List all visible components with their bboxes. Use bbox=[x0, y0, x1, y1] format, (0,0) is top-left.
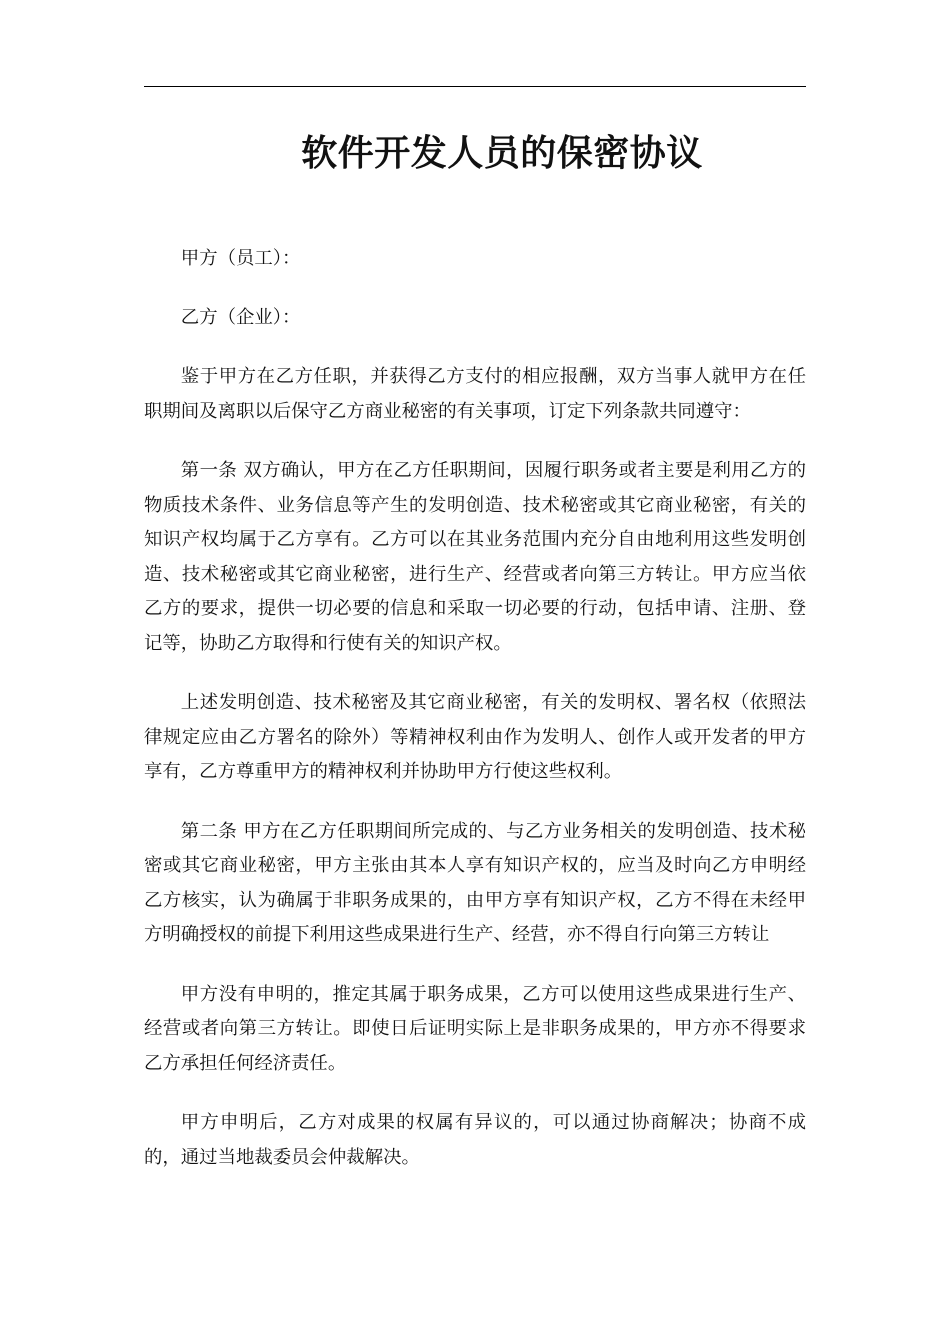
party-a-line: 甲方（员工）： bbox=[180, 248, 301, 269]
document-title: 软件开发人员的保密协议 bbox=[301, 133, 703, 174]
party-b-line: 乙方（企业）： bbox=[180, 306, 301, 328]
dispute-paragraph: 甲方申明后，乙方对成果的权属有异议的，可以通过协商解决；协商不成的，通过当地裁委员会仲裁解决。 bbox=[144, 1112, 806, 1168]
no-declaration-paragraph: 甲方没有申明的，推定其属于职务成果，乙方可以使用这些成果进行生产、经营或者向第三方转让。即使日后证明实际上是非职务成果的，甲方亦不得要求乙方承担任何经济责任。 bbox=[144, 983, 806, 1074]
article-two-paragraph: 第二条 甲方在乙方任职期间所完成的、与乙方业务相关的发明创造、技术秘密或其它商业秘密，甲方主张由其本人享有知识产权的，应当及时向乙方申明经乙方核实，认为确属于非职务成果的，由甲方享有知识产权，乙方不得在未经甲方明确授权的前提下利用这些成果进行生产、经营，亦不得自行向第三方转让 bbox=[144, 820, 806, 945]
preamble-paragraph: 鉴于甲方在乙方任职，并获得乙方支付的相应报酬，双方当事人就甲方在任职期间及离职以后保守乙方商业秘密的有关事项，订定下列条款共同遵守： bbox=[144, 366, 806, 422]
header-rule bbox=[144, 86, 806, 87]
document-body bbox=[144, 242, 806, 1175]
article-one-paragraph: 第一条 双方确认，甲方在乙方任职期间，因履行职务或者主要是利用乙方的物质技术条件、业务信息等产生的发明创造、技术秘密或其它商业秘密，有关的知识产权均属于乙方享有。乙方可以在其业务范围内充分自由地利用这些发明创造、技术秘密或其它商业秘密，进行生产、经营或者向第三方转让。甲方应当依乙方的要求，提供一切必要的信息和采取一切必要的行动，包括申请、注册、登记等，协助乙方取得和行使有关的知识产权。 bbox=[144, 460, 806, 654]
moral-rights-paragraph: 上述发明创造、技术秘密及其它商业秘密，有关的发明权、署名权（依照法律规定应由乙方署名的除外）等精神权利由作为发明人、创作人或开发者的甲方享有，乙方尊重甲方的精神权利并协助甲方行使这些权利。 bbox=[144, 692, 806, 782]
